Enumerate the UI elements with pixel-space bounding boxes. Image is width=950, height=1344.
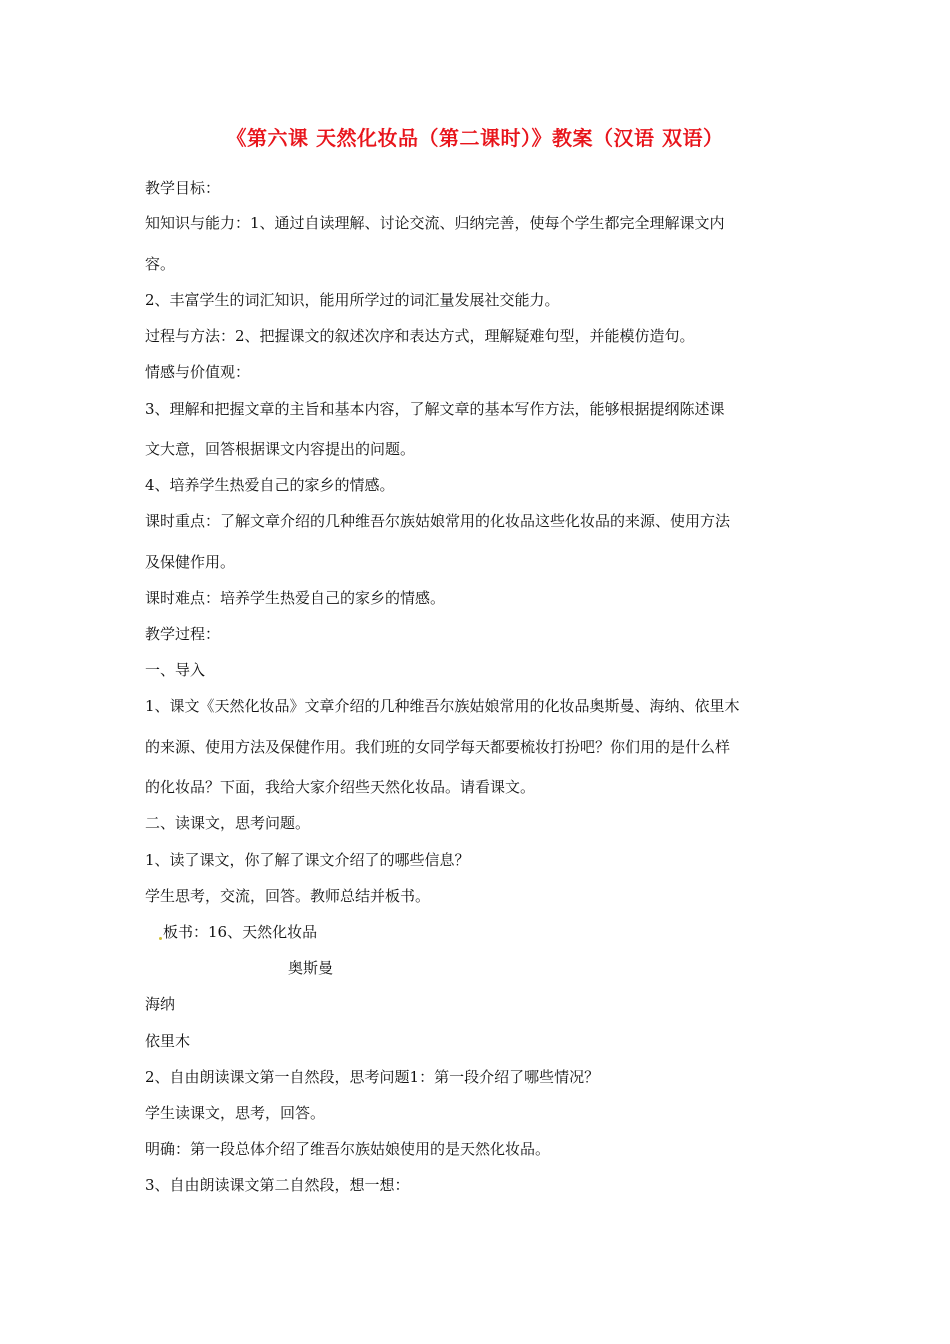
- text-line: 3、理解和把握文章的主旨和基本内容，了解文章的基本写作方法，能够根据提纲陈述课: [145, 400, 725, 418]
- text-line: 学生思考，交流，回答。教师总结并板书。: [145, 887, 431, 905]
- text-line: 的来源、使用方法及保健作用。我们班的女同学每天都要梳妆打扮吧？你们用的是什么样: [145, 738, 731, 756]
- document-title: 《第六课 天然化妆品（第二课时）》教案（汉语 双语）: [226, 126, 724, 150]
- text-line: 2、丰富学生的词汇知识，能用所学过的词汇量发展社交能力。: [145, 291, 560, 309]
- text-line: 过程与方法：2、把握课文的叙述次序和表达方式，理解疑难句型，并能模仿造句。: [145, 327, 695, 345]
- text-line: 1、读了课文，你了解了课文介绍了的哪些信息？: [145, 851, 470, 869]
- text-line: 一、导入: [145, 661, 206, 679]
- text-line: 知知识与能力：1、通过自读理解、讨论交流、归纳完善，使每个学生都完全理解课文内: [145, 214, 725, 232]
- text-line: 明确：第一段总体介绍了维吾尔族姑娘使用的是天然化妆品。: [145, 1140, 551, 1158]
- text-line: 4、培养学生热爱自己的家乡的情感。: [145, 476, 395, 494]
- board-heading: 板书：16、天然化妆品: [163, 923, 318, 941]
- text-line: 文大意，回答根据课文内容提出的问题。: [145, 440, 416, 458]
- text-line: 二、读课文，思考问题。: [145, 814, 311, 832]
- text-line: 学生读课文，思考，回答。: [145, 1104, 326, 1122]
- text-line: 教学过程：: [145, 625, 221, 643]
- text-line: 教学目标：: [145, 179, 221, 197]
- text-line: 课时重点：了解文章介绍的几种维吾尔族姑娘常用的化妆品这些化妆品的来源、使用方法: [145, 512, 731, 530]
- text-line: 海纳: [145, 995, 176, 1013]
- text-line: 及保健作用。: [145, 553, 236, 571]
- text-line: 情感与价值观：: [145, 363, 251, 381]
- text-line: 3、自由朗读课文第二自然段，想一想：: [145, 1176, 410, 1194]
- text-line: 2、自由朗读课文第一自然段，思考问题1：第一段介绍了哪些情况？: [145, 1068, 600, 1086]
- text-line: [158, 922, 828, 942]
- text-line: 的化妆品？下面，我给大家介绍些天然化妆品。请看课文。: [145, 778, 536, 796]
- highlight-dot: [159, 937, 162, 940]
- text-line: 课时难点：培养学生热爱自己的家乡的情感。: [145, 589, 446, 607]
- text-line: 依里木: [145, 1032, 191, 1050]
- text-line: 1、课文《天然化妆品》文章介绍的几种维吾尔族姑娘常用的化妆品奥斯曼、海纳、依里木: [145, 697, 740, 715]
- text-line: 容。: [145, 255, 176, 273]
- text-line: 奥斯曼: [288, 959, 334, 977]
